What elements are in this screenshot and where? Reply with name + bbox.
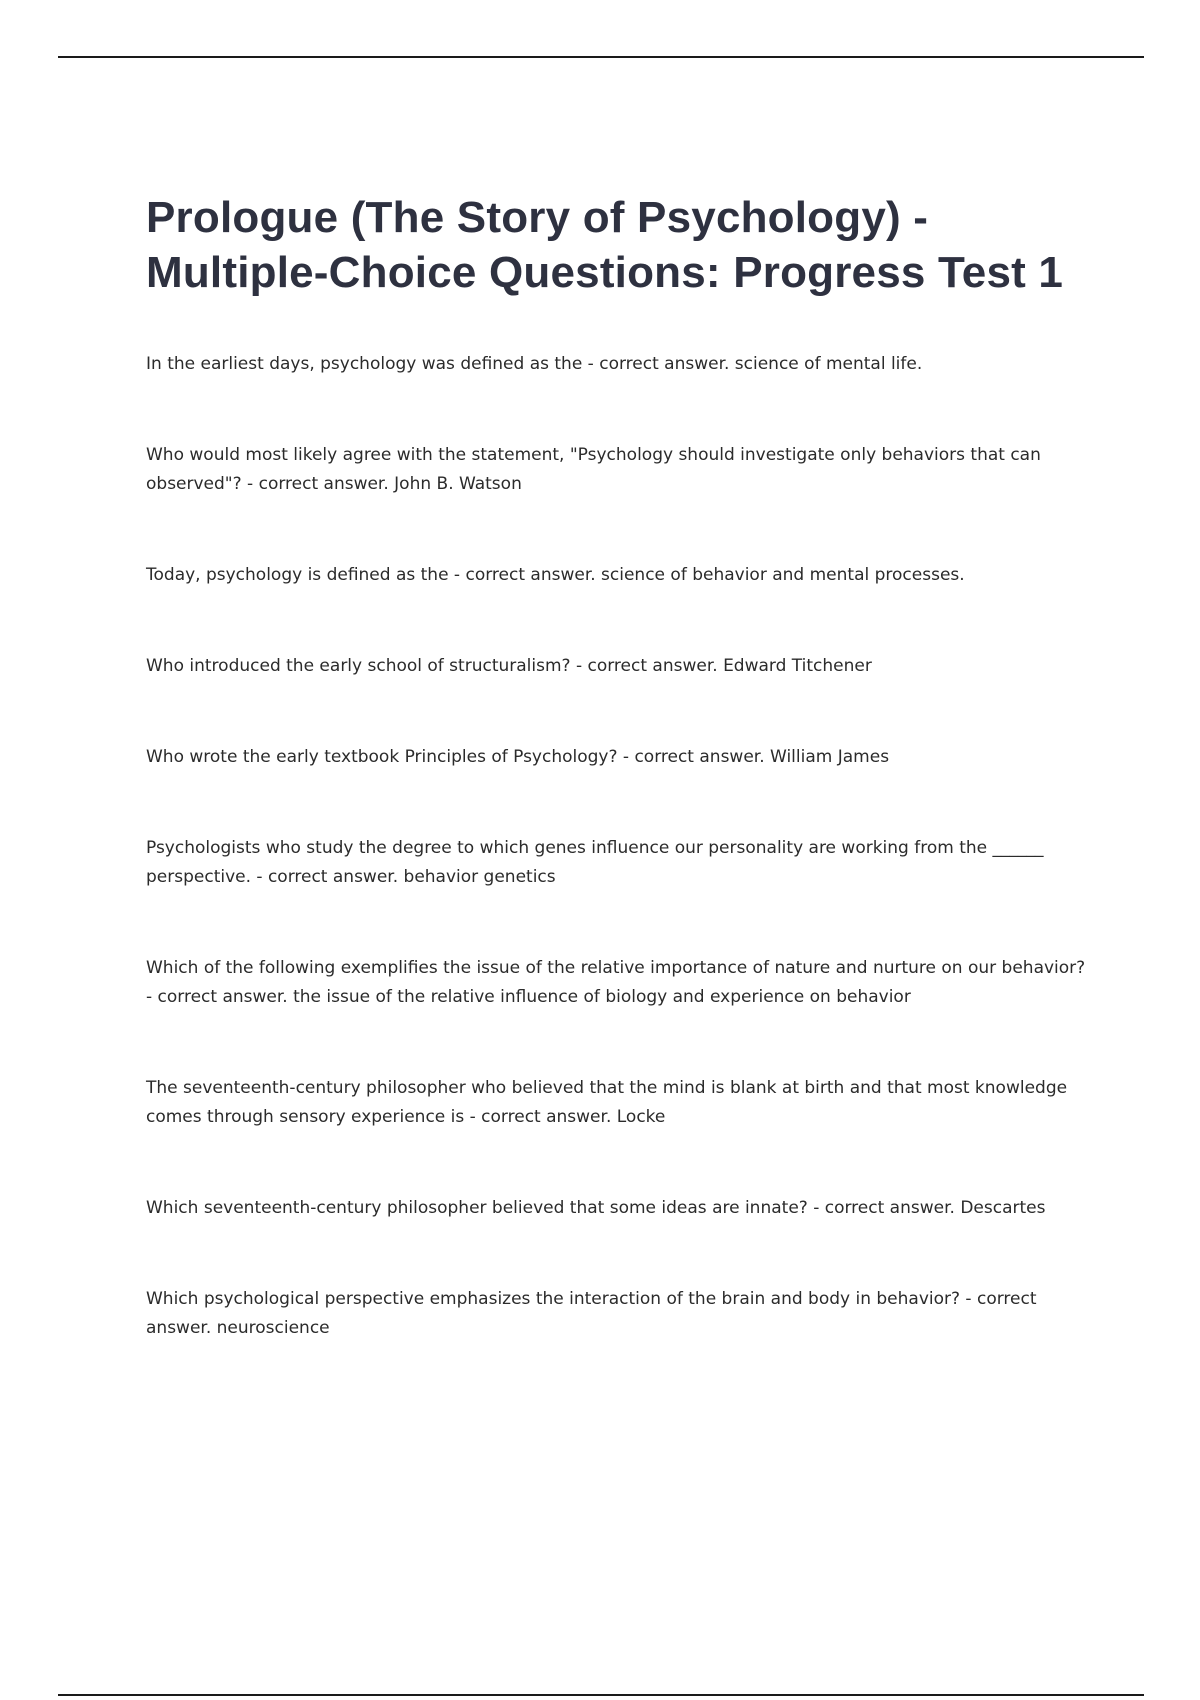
bottom-divider bbox=[58, 1694, 1144, 1696]
qa-item: In the earliest days, psychology was defined as the - correct answer. science of mental life. bbox=[146, 354, 923, 374]
qa-item: Who introduced the early school of structuralism? - correct answer. Edward Titchener bbox=[146, 656, 872, 676]
document-body bbox=[146, 190, 1086, 1343]
qa-item: Psychologists who study the degree to which genes influence our personality are working from the ______ perspective. - correct answer. behavior genetics bbox=[146, 838, 1044, 887]
qa-item: The seventeenth-century philosopher who believed that the mind is blank at birth and that most knowledge comes through sensory experience is - correct answer. Locke bbox=[146, 1078, 1068, 1127]
qa-item: Which of the following exemplifies the issue of the relative importance of nature and nurture on our behavior? - correct answer. the issue of the relative influence of biology and experience on behavior bbox=[146, 958, 1086, 1007]
qa-list bbox=[146, 350, 1086, 1343]
document-title: Prologue (The Story of Psychology) - Multiple-Choice Questions: Progress Test 1 bbox=[146, 193, 1064, 297]
qa-item: Which psychological perspective emphasizes the interaction of the brain and body in behavior? - correct answer. neuroscience bbox=[146, 1289, 1037, 1338]
qa-item: Who would most likely agree with the statement, "Psychology should investigate only behaviors that can observed"? - correct answer. John B. Watson bbox=[146, 445, 1041, 494]
top-divider bbox=[58, 56, 1144, 58]
qa-item: Who wrote the early textbook Principles of Psychology? - correct answer. William James bbox=[146, 747, 890, 767]
qa-item: Which seventeenth-century philosopher believed that some ideas are innate? - correct answer. Descartes bbox=[146, 1198, 1046, 1218]
qa-item: Today, psychology is defined as the - correct answer. science of behavior and mental processes. bbox=[146, 565, 965, 585]
